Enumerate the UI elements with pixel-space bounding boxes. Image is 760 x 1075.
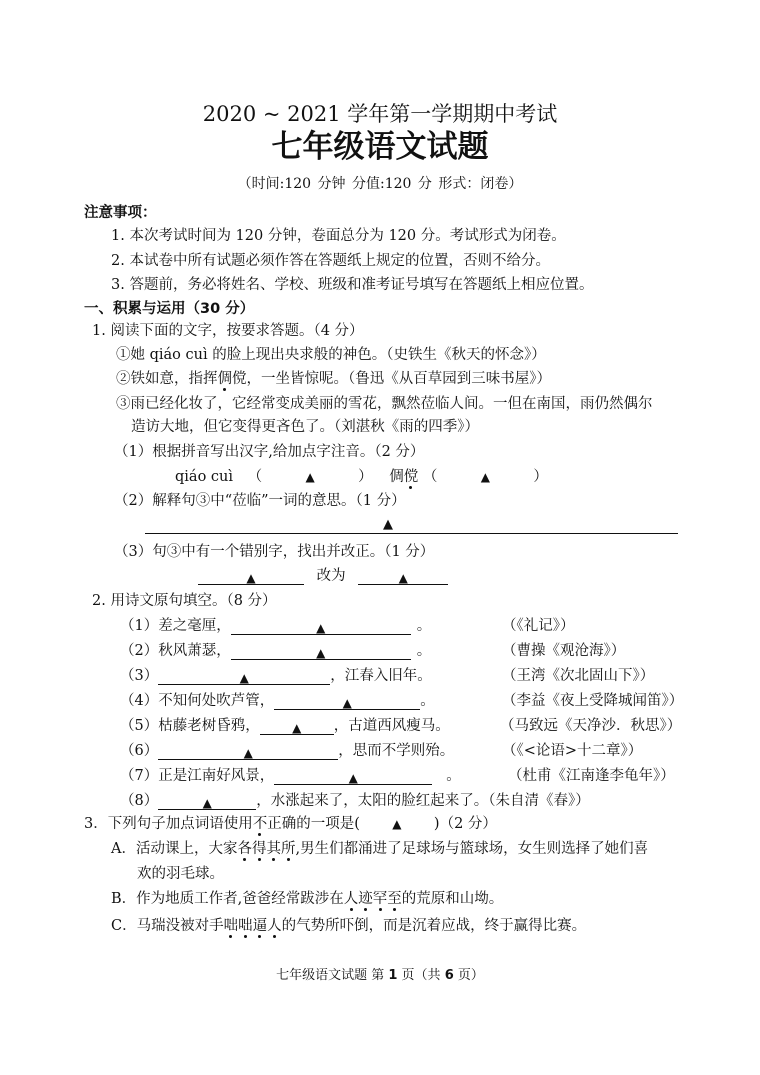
- triangle-icon: ▲: [243, 746, 253, 760]
- answer-slot-1[interactable]: [262, 468, 358, 486]
- q2-line-7: [120, 767, 461, 785]
- dotted-char: 迹: [358, 891, 373, 907]
- notice-heading: 注意事项：: [84, 205, 157, 221]
- q1-sub1-word-b: 傥: [403, 469, 419, 485]
- triangle-icon: ▲: [342, 696, 352, 710]
- q1-sub3-answers: [198, 567, 448, 585]
- q3-a-part-a: A．活动课上，大家: [111, 841, 238, 857]
- q1-sub1: （1）根据拼音写出汉字,给加点字注音。（2 分）: [114, 444, 425, 460]
- q1-sub1-pinyin: qiáo cuì: [175, 469, 233, 485]
- q1-sentence-1: ①她 qiáo cuì 的脸上现出央求般的神色。（史铁生《秋天的怀念》）: [116, 347, 546, 363]
- q2-line-post: ，江春入旧年。: [330, 668, 432, 684]
- q2-line-pre: （7）正是江南好风景，: [120, 768, 275, 784]
- notice-item-2: 2. 本试卷中所有试题必须作答在答题纸上规定的位置，否则不给分。: [111, 253, 550, 269]
- q2-line-pre: （3）: [120, 668, 159, 684]
- footer-label: 七年级语文试题 第: [276, 968, 389, 983]
- paren-close: ）: [358, 469, 373, 485]
- q2-source-1: （《礼记》）: [502, 618, 575, 634]
- q1-s2-part-b: 傥，一坐皆惊呢。（鲁迅《从百草园到三味书屋》）: [232, 371, 551, 387]
- triangle-icon: ▲: [202, 796, 212, 810]
- exam-info-line: （时间:120 分钟 分值:120 分 形式：闭卷）: [237, 176, 523, 192]
- q3-a-part-b: ,男生们都涌进了足球场与篮球场，女生则选择了她们喜: [295, 841, 649, 857]
- answer-blank[interactable]: [158, 794, 256, 810]
- q3-c-part-a: C．马瑞没被对手: [111, 918, 224, 934]
- answer-blank[interactable]: [274, 769, 432, 785]
- dotted-char: 得: [251, 841, 267, 857]
- triangle-icon: ▲: [305, 470, 315, 484]
- q3-stem-part-c: )（2 分）: [433, 816, 497, 832]
- footer-of: 页（共: [397, 968, 445, 983]
- triangle-icon: ▲: [316, 621, 326, 635]
- q2-line-post: 。: [446, 768, 461, 784]
- footer-total-pages: 6: [444, 968, 454, 983]
- q1-sub2: （2）解释句③中“莅临”一词的意思。（1 分）: [114, 493, 406, 509]
- answer-blank[interactable]: [231, 644, 411, 660]
- q3-stem-dotted: 不: [252, 816, 268, 832]
- answer-blank[interactable]: [358, 569, 448, 585]
- dotted-char: 所: [280, 841, 296, 857]
- answer-blank[interactable]: [274, 694, 420, 710]
- q1-stem: 1. 阅读下面的文字，按要求答题。（4 分）: [92, 323, 364, 339]
- q3-a-dotted: [237, 841, 295, 857]
- dotted-char: 咄: [223, 918, 239, 934]
- dotted-char: 各: [237, 841, 252, 857]
- triangle-icon: ▲: [383, 517, 393, 532]
- q2-line-6: [120, 742, 454, 760]
- q2-line-1: [120, 617, 431, 635]
- answer-blank[interactable]: [158, 669, 330, 685]
- q3-b-dotted: [344, 891, 402, 907]
- triangle-icon: ▲: [292, 721, 302, 735]
- answer-slot-2[interactable]: [437, 468, 533, 486]
- triangle-icon: ▲: [480, 470, 490, 484]
- q1-sub3: （3）句③中有一个错别字，找出并改正。（1 分）: [114, 544, 435, 560]
- q3-b-part-b: 的荒原和山坳。: [401, 891, 504, 907]
- answer-blank[interactable]: [231, 619, 411, 635]
- q2-line-post: ，水涨起来了，太阳的脸红起来了。（朱自清《春》）: [256, 793, 590, 809]
- triangle-icon: ▲: [239, 671, 249, 685]
- q3-stem-part-b: 正确的一项是(: [267, 816, 360, 832]
- q1-sentence-3-line-1: ③雨已经化妆了，它经常变成美丽的雪花，飘然莅临人间。一但在南国，雨仍然偶尔: [116, 396, 653, 412]
- q1-sentence-3-line-2: 造访大地，但它变得更吝色了。（刘湛秋《雨的四季》）: [131, 419, 479, 435]
- notice-item-1: 1. 本次考试时间为 120 分钟，卷面总分为 120 分。考试形式为闭卷。: [111, 228, 566, 244]
- triangle-icon: ▲: [348, 771, 358, 785]
- footer-page-number: 1: [388, 968, 398, 983]
- dotted-char: 罕: [372, 891, 388, 907]
- q1-sub1-answers: [175, 468, 548, 486]
- q2-source-7: （杜甫《江南逢李龟年》）: [508, 768, 675, 784]
- triangle-icon: ▲: [246, 571, 256, 585]
- q2-source-4: （李益《夜上受降城闻笛》）: [502, 693, 684, 709]
- page-footer: [0, 968, 760, 984]
- q2-stem: 2. 用诗文原句填空。（8 分）: [92, 593, 277, 609]
- q3-c-dotted: [224, 918, 282, 934]
- exam-session-title: 2020 ~ 2021 学年第一学期期中考试: [202, 102, 558, 126]
- q2-line-5: [120, 717, 450, 735]
- section-1-heading: 一、积累与运用（30 分）: [84, 301, 255, 317]
- answer-blank[interactable]: [260, 719, 334, 735]
- q2-source-5: （马致远《天净沙．秋思》）: [500, 718, 682, 734]
- dotted-char: 人: [267, 918, 282, 934]
- q1-sub1-word-a: 倜: [389, 469, 404, 485]
- q2-line-post: 。: [416, 643, 432, 659]
- triangle-icon: ▲: [392, 817, 402, 831]
- triangle-icon: ▲: [398, 571, 408, 585]
- q2-line-post: 。: [416, 618, 432, 634]
- dotted-char: 人: [343, 891, 359, 907]
- q3-option-a-line-1: [111, 840, 648, 858]
- q2-line-4: [120, 692, 435, 710]
- dotted-char: 至: [387, 891, 402, 907]
- q2-line-pre: （6）: [120, 743, 159, 759]
- q1-s2-part-a: ②铁如意，指挥: [116, 371, 218, 387]
- answer-blank[interactable]: [158, 744, 338, 760]
- dotted-char: 其: [266, 841, 281, 857]
- q3-option-b: [111, 890, 503, 908]
- q3-option-c: [111, 917, 586, 935]
- footer-end: 页）: [453, 968, 484, 983]
- triangle-icon: ▲: [316, 646, 326, 660]
- q2-source-2: （曹操《观沧海》）: [502, 643, 626, 659]
- q2-source-3: （王湾《次北固山下》）: [502, 668, 655, 684]
- q1-sub2-answer-line[interactable]: [145, 533, 678, 534]
- q2-line-post: ，思而不学则殆。: [338, 743, 455, 759]
- q2-line-8: [120, 792, 590, 810]
- q2-source-6: （《<论语>十二章》）: [502, 743, 643, 759]
- q3-stem: [84, 815, 497, 833]
- q3-b-part-a: B．作为地质工作者,爸爸经常跋涉在: [111, 891, 344, 907]
- answer-slot[interactable]: [360, 815, 434, 833]
- q1-s2-dotted-char: 倜: [217, 371, 232, 387]
- q2-line-2: [120, 642, 431, 660]
- answer-blank[interactable]: [198, 569, 304, 585]
- q3-c-part-b: 的气势所吓倒，而是沉着应战，终于赢得比赛。: [281, 918, 587, 934]
- q2-line-pre: （8）: [120, 793, 159, 809]
- q2-line-3: [120, 667, 432, 685]
- q2-line-pre: （4）不知何处吹芦管，: [120, 693, 275, 709]
- q3-stem-part-a: 3．下列句子加点词语使用: [84, 816, 253, 832]
- dotted-char: 逼: [252, 918, 268, 934]
- paren-open: （: [247, 469, 263, 485]
- exam-subject-title: 七年级语文试题: [271, 129, 489, 165]
- q1-sentence-2: [116, 370, 551, 388]
- dotted-char: 咄: [238, 918, 253, 934]
- paren-open: （: [422, 469, 438, 485]
- q2-line-pre: （1）差之毫厘，: [120, 618, 231, 634]
- q2-line-post: 。: [420, 693, 435, 709]
- q1-sub3-mid: 改为: [316, 568, 346, 584]
- q2-line-pre: （2）秋风萧瑟，: [120, 643, 231, 659]
- notice-item-3: 3. 答题前，务必将姓名、学校、班级和准考证号填写在答题纸上相应位置。: [111, 277, 594, 293]
- q2-line-post: ，古道西风瘦马。: [333, 718, 450, 734]
- q3-option-a-line-2: 欢的羽毛球。: [137, 866, 224, 882]
- q2-line-pre: （5）枯藤老树昏鸦，: [120, 718, 260, 734]
- paren-close: ）: [533, 469, 548, 485]
